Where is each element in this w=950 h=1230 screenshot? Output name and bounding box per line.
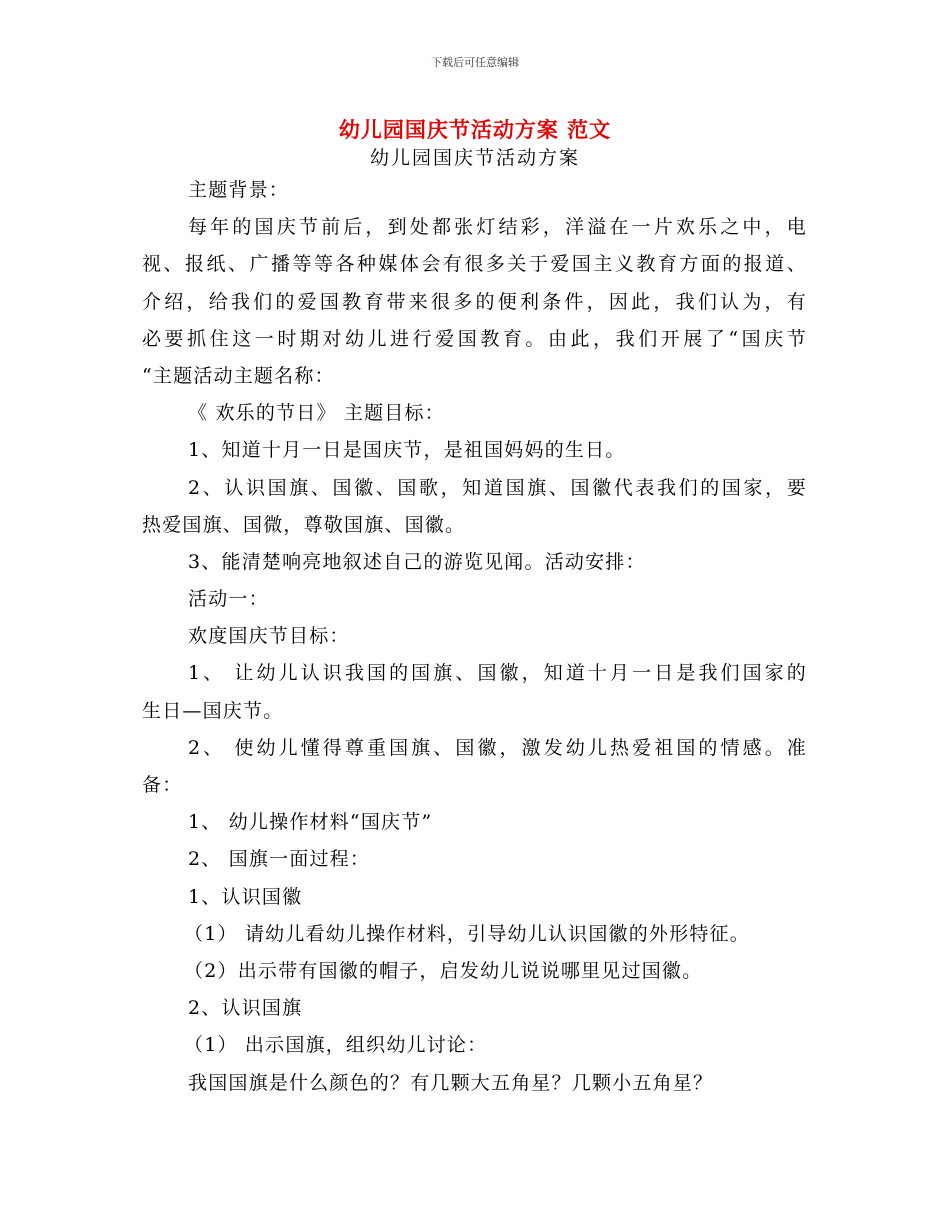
text-line: 《 欢乐的节日》 主题目标： (188, 402, 445, 425)
text-line: 2、 国旗一面过程： (188, 848, 371, 871)
text-line: 1、认识国徽 (188, 885, 303, 908)
text-line: 主题背景： (188, 179, 290, 201)
text-line: 我国国旗是什么颜色的？有几颗大五角星？几颗小五角星？ (188, 1071, 714, 1094)
text-line: 介绍，给我们的爱国教育带来很多的便利条件，因此，我们认为，有 (142, 290, 807, 313)
text-line: “主题活动主题名称： (142, 364, 335, 387)
document-title: 幼儿园国庆节活动方案 范文 (338, 117, 612, 142)
text-line: 热爱国旗、国微，尊敬国旗、国徽。 (142, 513, 466, 536)
text-line: 活动一： (188, 588, 269, 611)
text-line: 欢度国庆节目标： (188, 625, 350, 648)
text-line: 生日—国庆节。 (142, 699, 284, 722)
text-line: 2、认识国旗、国徽、国歌，知道国旗、国徽代表我们的国家，要 (188, 476, 807, 499)
text-line: 2、 使幼儿懂得尊重国旗、国徽，激发幼儿热爱祖国的情感。准 (188, 736, 807, 759)
document-body (142, 172, 807, 1102)
document-subtitle: 幼儿园国庆节活动方案 (369, 147, 580, 169)
text-line: （1） 请幼儿看幼儿操作材料，引导幼儿认识国徽的外形特征。 (184, 922, 750, 945)
text-line: 2、认识国旗 (188, 997, 303, 1020)
text-line: 3、能清楚响亮地叙述自己的游览见闻。活动安排： (188, 550, 646, 573)
text-line: 1、 让幼儿认识我国的国旗、国徽，知道十月一日是我们国家的 (188, 662, 807, 685)
text-line: （2）出示带有国徽的帽子，启发幼儿说说哪里见过国徽。 (184, 959, 703, 982)
text-line: 1、 幼儿操作材料“国庆节” (188, 811, 433, 834)
page-header-note: 下载后可任意编辑 (431, 56, 519, 69)
text-line: 必要抓住这一时期对幼儿进行爱国教育。由此，我们开展了“国庆节 (142, 327, 807, 350)
text-line: （1） 出示国旗，组织幼儿讨论： (184, 1034, 488, 1057)
text-line: 每年的国庆节前后，到处都张灯结彩，洋溢在一片欢乐之中，电 (188, 216, 807, 239)
text-line: 备： (142, 774, 183, 796)
text-line: 1、知道十月一日是国庆节，是祖国妈妈的生日。 (188, 439, 626, 462)
text-line: 视、报纸、广播等等各种媒体会有很多关于爱国主义教育方面的报道、 (142, 253, 807, 276)
